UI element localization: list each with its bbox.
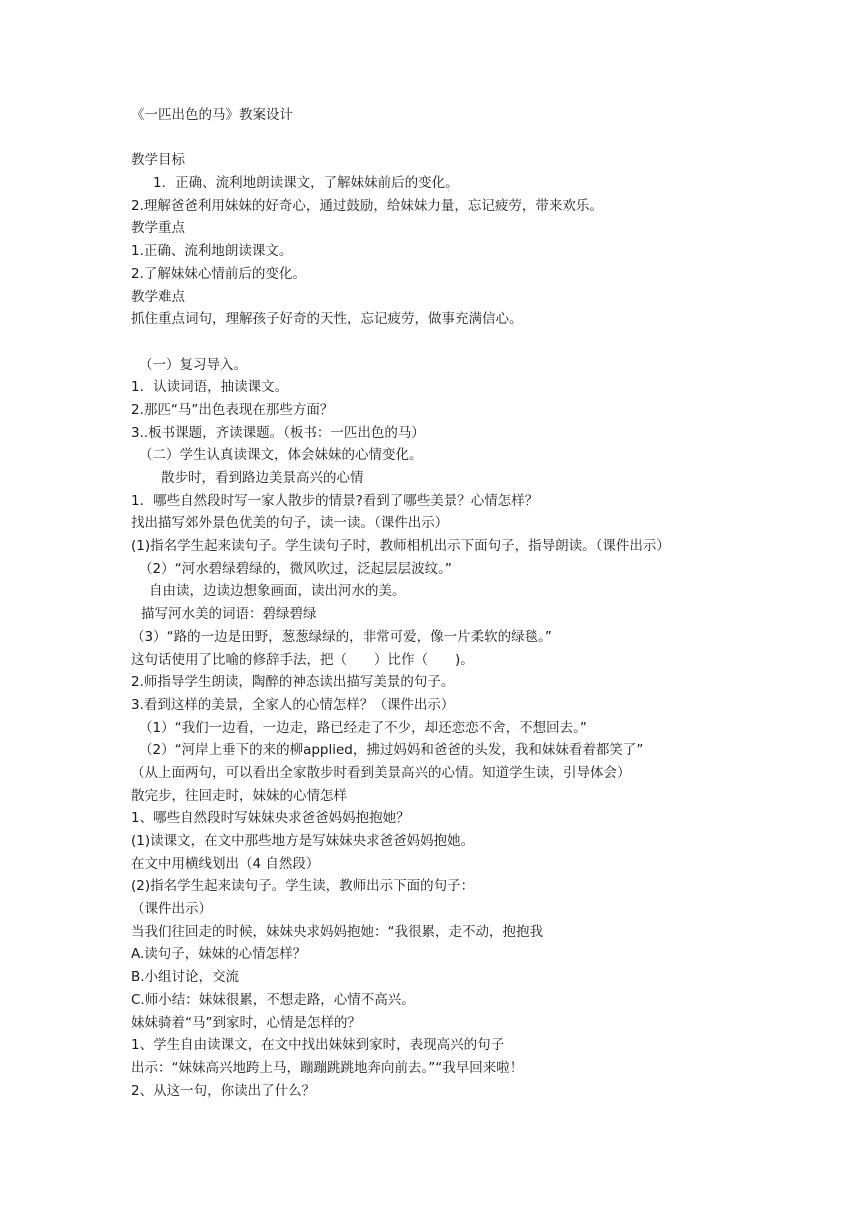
text-line: 1．正确、流利地朗读课文，了解妹妹前后的变化。 — [153, 175, 459, 192]
text-line: 出示：“妹妹高兴地跨上马，蹦蹦跳跳地奔向前去。”“我早回来啦！ — [131, 1059, 524, 1076]
text-line: （3）“路的一边是田野，葱葱绿绿的，非常可爱，像一片柔软的绿毯。” — [131, 628, 552, 645]
text-line: （课件出示） — [131, 901, 212, 918]
text-line: （一）复习导入。 — [139, 356, 247, 373]
text-line: 妹妹骑着“马”到家时，心情是怎样的？ — [131, 1014, 361, 1031]
text-line: 2、从这一句，你读出了什么？ — [131, 1082, 316, 1099]
text-line: 1、学生自由读课文，在文中找出妹妹到家时，表现高兴的句子 — [131, 1037, 505, 1054]
text-line: （二）学生认真读课文，体会妹妹的心情变化。 — [139, 447, 423, 464]
text-line: C.师小结：妹妹很累，不想走路，心情不高兴。 — [131, 991, 415, 1008]
text-line: B.小组讨论，交流 — [131, 969, 240, 986]
text-line: （2）“河岸上垂下的来的柳applied，拂过妈妈和爸爸的头发，我和妹妹看着都笑了” — [139, 742, 644, 759]
text-line: 描写河水美的词语：碧绿碧绿 — [141, 606, 317, 623]
text-line: 找出描写郊外景色优美的句子，读一读。（课件出示） — [131, 515, 449, 532]
text-line: 2.理解爸爸利用妹妹的好奇心，通过鼓励，给妹妹力量，忘记疲劳，带来欢乐。 — [131, 197, 603, 214]
text-line: 散步时，看到路边美景高兴的心情 — [161, 470, 364, 486]
text-line: 3..板书课题，齐读课题。（板书：一匹出色的马） — [131, 424, 425, 441]
text-line: 1.正确、流利地朗读课文。 — [131, 243, 293, 260]
document-title: 《一匹出色的马》教案设计 — [131, 107, 293, 123]
text-line: 当我们往回走的时候，妹妹央求妈妈抱她：“我很累，走不动，抱抱我 — [131, 923, 543, 940]
text-line: 3.看到这样的美景，全家人的心情怎样？（课件出示） — [131, 696, 455, 713]
text-line: A.读句子，妹妹的心情怎样？ — [131, 946, 307, 963]
text-line: 2.师指导学生朗读，陶醉的神态读出描写美景的句子。 — [131, 674, 455, 691]
text-line: 散完步，往回走时，妹妹的心情怎样 — [131, 787, 347, 804]
text-line: 1、哪些自然段时写妹妹央求爸爸妈妈抱抱她？ — [131, 810, 410, 827]
text-line: （2）“河水碧绿碧绿的，微风吹过，泛起层层波纹。” — [139, 560, 452, 577]
text-line: 抓住重点词句，理解孩子好奇的天性，忘记疲劳，做事充满信心。 — [131, 311, 523, 328]
text-line: (2)指名学生起来读句子。学生读，教师出示下面的句子： — [131, 878, 475, 895]
text-line: （从上面两句，可以看出全家散步时看到美景高兴的心情。知道学生读，引导体会） — [131, 764, 631, 781]
section-heading: 教学难点 — [131, 288, 185, 305]
section-heading: 教学目标 — [131, 152, 185, 169]
text-line: 1．哪些自然段时写一家人散步的情景?看到了哪些美景？心情怎样？ — [131, 492, 539, 509]
text-line: 2.那匹“马”出色表现在那些方面？ — [131, 401, 334, 418]
blank-line — [131, 331, 751, 354]
text-line: 自由读，边读边想象画面，读出河水的美。 — [149, 583, 406, 600]
text-line: (1)读课文，在文中那些地方是写妹妹央求爸爸妈妈抱她。 — [131, 833, 475, 849]
section-heading: 教学重点 — [131, 220, 185, 237]
text-line: 2.了解妹妹心情前后的变化。 — [131, 265, 306, 282]
text-line: 1．认读词语，抽读课文。 — [131, 379, 289, 396]
text-line: （1）“我们一边看，一边走，路已经走了不少，却还恋恋不舍，不想回去。” — [139, 719, 587, 736]
blank-line — [131, 127, 751, 150]
document-body — [131, 104, 751, 1102]
text-line: 在文中用横线划出（4 自然段） — [131, 855, 320, 872]
text-line: 这句话使用了比喻的修辞手法，把（ ）比作（ )。 — [131, 651, 474, 668]
text-line: (1)指名学生起来读句子。学生读句子时，教师相机出示下面句子，指导朗读。（课件出示） — [131, 538, 670, 555]
